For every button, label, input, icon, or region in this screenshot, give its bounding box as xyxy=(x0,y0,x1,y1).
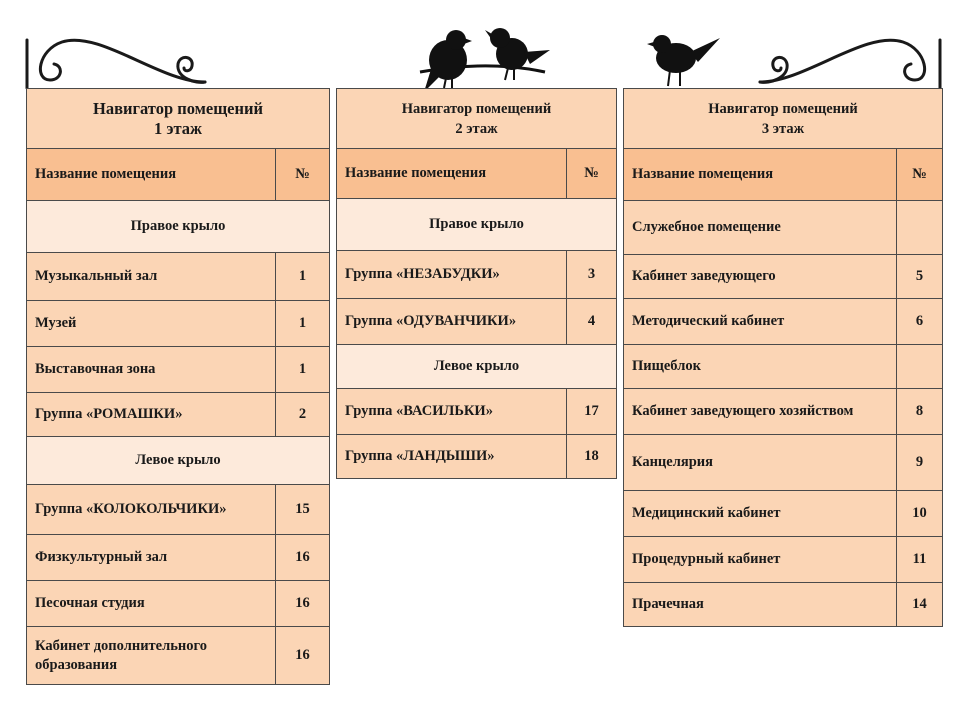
room-name: Медицинский кабинет xyxy=(624,491,897,537)
table-title xyxy=(624,89,943,149)
room-number xyxy=(897,345,943,389)
title-line-1: Навигатор помещений xyxy=(708,100,858,117)
title-line-2: 2 этаж xyxy=(455,120,498,137)
room-number: 14 xyxy=(897,583,943,627)
room-number: 16 xyxy=(276,535,330,581)
room-number: 4 xyxy=(567,299,617,345)
room-number: 16 xyxy=(276,581,330,627)
column-header-row xyxy=(27,149,330,201)
wing-row xyxy=(337,345,617,389)
table-row xyxy=(624,345,943,389)
room-name: Служебное помещение xyxy=(624,201,897,255)
bird-single-icon xyxy=(647,35,720,86)
column-header-row xyxy=(624,149,943,201)
column-header-row xyxy=(337,149,617,199)
room-number: 9 xyxy=(897,435,943,491)
room-number xyxy=(897,201,943,255)
table-row xyxy=(27,253,330,301)
column-header-number: № xyxy=(897,149,943,201)
room-number: 2 xyxy=(276,393,330,437)
table-row xyxy=(624,299,943,345)
title-line-1: Навигатор помещений xyxy=(401,100,552,117)
column-header-name: Название помещения xyxy=(27,149,276,201)
table-row xyxy=(624,537,943,583)
floor-2-navigator-table xyxy=(336,88,617,479)
room-name: Группа «ВАСИЛЬКИ» xyxy=(337,389,567,435)
room-name: Кабинет дополнительного образования xyxy=(27,627,276,685)
room-name: Пищеблок xyxy=(624,345,897,389)
table-row xyxy=(27,393,330,437)
room-name: Песочная студия xyxy=(27,581,276,627)
wing-label: Левое крыло xyxy=(337,345,617,389)
title-line-2: 1 этаж xyxy=(153,118,203,138)
column-header-name: Название помещения xyxy=(337,149,567,199)
decorations xyxy=(0,0,960,100)
table-row xyxy=(27,535,330,581)
title-line-1: Навигатор помещений xyxy=(92,98,264,118)
room-name: Музей xyxy=(27,301,276,347)
scroll-bracket-left-icon xyxy=(27,40,205,88)
room-number: 6 xyxy=(897,299,943,345)
column-header-name: Название помещения xyxy=(624,149,897,201)
table-row xyxy=(27,627,330,685)
room-name: Группа «КОЛОКОЛЬЧИКИ» xyxy=(27,485,276,535)
room-name: Группа «ОДУВАНЧИКИ» xyxy=(337,299,567,345)
room-name: Выставочная зона xyxy=(27,347,276,393)
table-row xyxy=(337,251,617,299)
column-header-number: № xyxy=(567,149,617,199)
table-row xyxy=(337,299,617,345)
room-name: Физкультурный зал xyxy=(27,535,276,581)
birds-pair-icon xyxy=(420,28,550,92)
table-row xyxy=(624,389,943,435)
table-title-row xyxy=(27,89,330,149)
room-name: Канцелярия xyxy=(624,435,897,491)
table-row xyxy=(27,485,330,535)
room-name: Кабинет заведующего xyxy=(624,255,897,299)
table-row xyxy=(337,435,617,479)
table-title-row xyxy=(337,89,617,149)
room-name: Методический кабинет xyxy=(624,299,897,345)
wing-row xyxy=(27,437,330,485)
room-number: 1 xyxy=(276,301,330,347)
table-row xyxy=(27,347,330,393)
room-number: 16 xyxy=(276,627,330,685)
floor-3-navigator-table xyxy=(623,88,943,627)
room-number: 17 xyxy=(567,389,617,435)
wing-row xyxy=(27,201,330,253)
table-title xyxy=(27,89,330,149)
room-name: Группа «РОМАШКИ» xyxy=(27,393,276,437)
table-row xyxy=(27,581,330,627)
table-row xyxy=(624,491,943,537)
room-name: Группа «ЛАНДЫШИ» xyxy=(337,435,567,479)
room-name: Группа «НЕЗАБУДКИ» xyxy=(337,251,567,299)
room-name: Прачечная xyxy=(624,583,897,627)
table-row xyxy=(624,435,943,491)
table-row xyxy=(624,255,943,299)
table-row xyxy=(624,201,943,255)
wing-row xyxy=(337,199,617,251)
wing-label: Левое крыло xyxy=(27,437,330,485)
room-number: 18 xyxy=(567,435,617,479)
room-number: 11 xyxy=(897,537,943,583)
floor-1-navigator-table xyxy=(26,88,330,685)
room-name: Процедурный кабинет xyxy=(624,537,897,583)
table-title xyxy=(337,89,617,149)
table-row xyxy=(337,389,617,435)
room-number: 1 xyxy=(276,253,330,301)
room-number: 5 xyxy=(897,255,943,299)
room-name: Кабинет заведующего хозяйством xyxy=(624,389,897,435)
table-title-row xyxy=(624,89,943,149)
title-line-2: 3 этаж xyxy=(761,120,805,137)
wing-label: Правое крыло xyxy=(27,201,330,253)
room-number: 15 xyxy=(276,485,330,535)
table-row xyxy=(27,301,330,347)
room-number: 3 xyxy=(567,251,617,299)
wing-label: Правое крыло xyxy=(337,199,617,251)
room-number: 10 xyxy=(897,491,943,537)
room-number: 8 xyxy=(897,389,943,435)
scroll-bracket-right-icon xyxy=(760,40,940,88)
room-number: 1 xyxy=(276,347,330,393)
table-row xyxy=(624,583,943,627)
column-header-number: № xyxy=(276,149,330,201)
room-name: Музыкальный зал xyxy=(27,253,276,301)
